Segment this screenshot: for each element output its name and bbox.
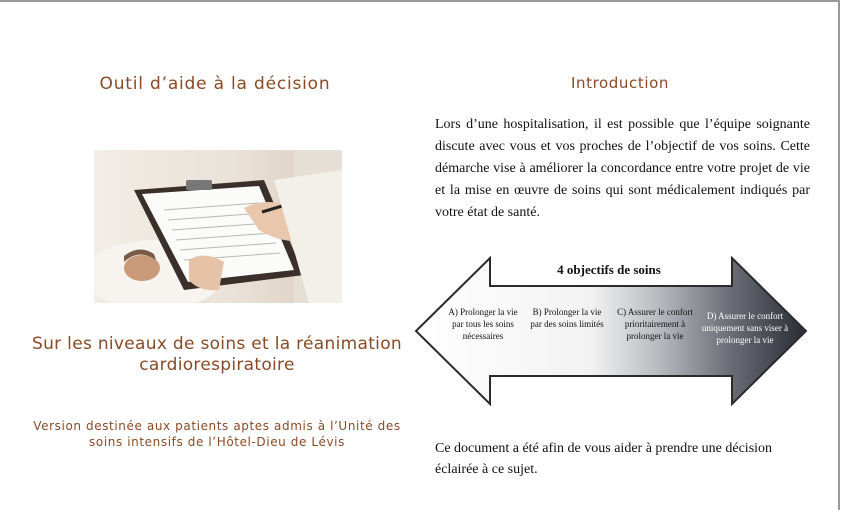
objective-b: B) Prolonger la vie par des soins limités bbox=[530, 307, 604, 329]
objective-c: C) Assurer le confort prioritairement à prolonger la vie bbox=[617, 307, 693, 341]
version-note: Version destinée aux patients aptes admis à l’Unité des soins intensifs de l’Hôtel-Dieu de Lévis bbox=[33, 419, 401, 449]
care-objectives-diagram bbox=[414, 256, 809, 406]
doctor-clipboard-photo bbox=[94, 150, 342, 303]
document-subtitle: Sur les niveaux de soins et la réanimation cardiorespiratoire bbox=[32, 334, 402, 375]
conclusion-paragraph: Ce document a été afin de vous aider à prendre une décision éclairée à ce sujet. bbox=[435, 441, 773, 477]
intro-paragraph: Lors d’une hospitalisation, il est possible que l’équipe soignante discute avec vous et vos proches de l’objectif de vos soins. Cette démarche vise à améliorer la concordance entre votre projet de vie et la mise en œuvre de soins qui sont médicalement indiqués par votre état de santé. bbox=[435, 117, 810, 220]
section-title: Introduction bbox=[570, 74, 670, 92]
diagram-title: 4 objectifs de soins bbox=[557, 262, 661, 277]
objective-a: A) Prolonger la vie par tous les soins nécessaires bbox=[448, 307, 518, 341]
objective-d: D) Assurer le confort uniquement sans viser à prolonger la vie bbox=[701, 311, 789, 345]
document-title: Outil d’aide à la décision bbox=[99, 74, 331, 94]
